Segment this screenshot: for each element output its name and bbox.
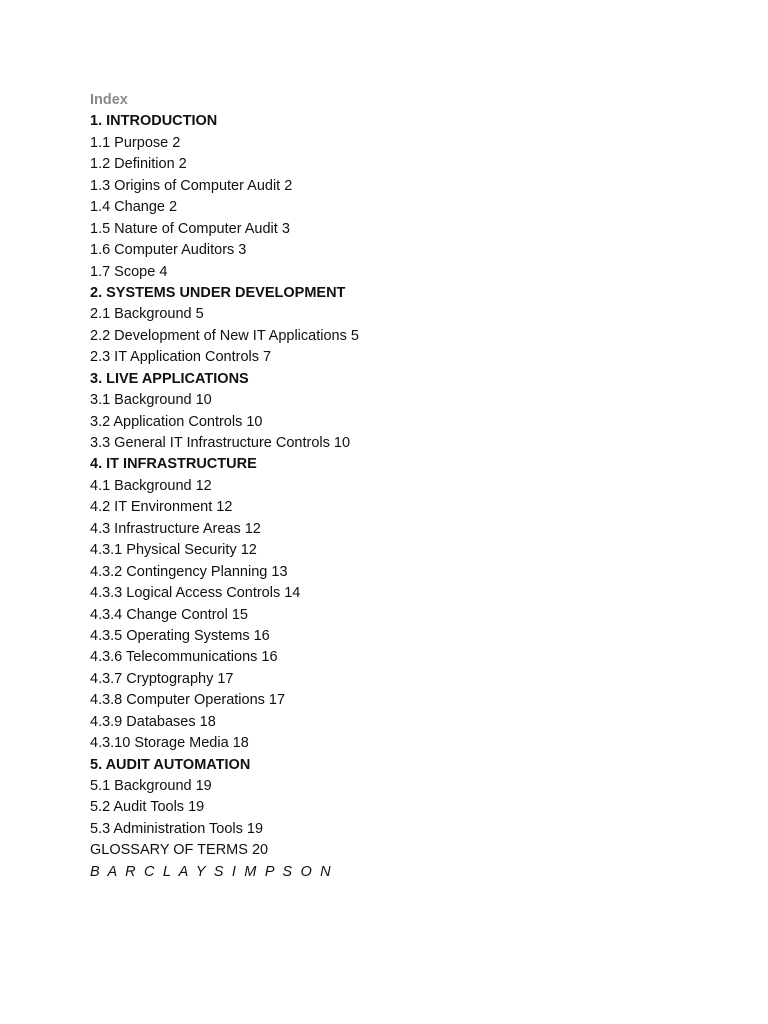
toc-entry: 4.3.1 Physical Security 12: [90, 542, 257, 559]
toc-entry: 1.2 Definition 2: [90, 156, 187, 173]
toc-entry: 5.2 Audit Tools 19: [90, 799, 205, 816]
toc-entry: 4.3.6 Telecommunications 16: [90, 649, 278, 666]
toc-entry: 3.3 General IT Infrastructure Controls 10: [90, 435, 351, 451]
toc-entry: 1.7 Scope 4: [90, 263, 168, 280]
toc-entry: 4.3.9 Databases 18: [90, 713, 216, 730]
toc-entry: 2.2 Development of New IT Applications 5: [90, 327, 359, 344]
toc-section-heading: 2. SYSTEMS UNDER DEVELOPMENT: [90, 284, 346, 301]
toc-entry: 2.1 Background 5: [90, 306, 204, 323]
toc-section-heading: 5. AUDIT AUTOMATION: [90, 756, 251, 773]
toc-entry: 1.6 Computer Auditors 3: [90, 242, 247, 259]
toc-entry: 3.2 Application Controls 10: [90, 413, 263, 430]
toc-entry: 1.5 Nature of Computer Audit 3: [90, 220, 290, 237]
toc-section-heading: 1. INTRODUCTION: [90, 113, 218, 130]
toc-entry: 2.3 IT Application Controls 7: [90, 349, 272, 366]
toc-entry: 4.3.8 Computer Operations 17: [90, 692, 286, 709]
toc-section-heading: 3. LIVE APPLICATIONS: [90, 370, 249, 387]
toc-entry: GLOSSARY OF TERMS 20: [90, 842, 269, 859]
toc-entry: 4.3.4 Change Control 15: [90, 606, 248, 623]
toc-section-heading: 4. IT INFRASTRUCTURE: [90, 456, 257, 473]
toc-entry: 4.3.10 Storage Media 18: [90, 735, 249, 752]
toc-entry: 4.3.7 Cryptography 17: [90, 670, 234, 687]
toc-entry: 4.3.5 Operating Systems 16: [90, 627, 270, 644]
toc-entry: 1.4 Change 2: [90, 199, 178, 216]
toc-entry: 1.3 Origins of Computer Audit 2: [90, 177, 293, 194]
toc-entry: 4.2 IT Environment 12: [90, 499, 233, 516]
footer-company-name: B A R C L A Y S I M P S O N: [90, 863, 333, 880]
toc-entry: 4.3.3 Logical Access Controls 14: [90, 585, 301, 602]
toc-entry: 5.3 Administration Tools 19: [90, 820, 264, 837]
index-heading: Index: [90, 92, 128, 108]
toc-entry: 5.1 Background 19: [90, 778, 212, 794]
document-page: [90, 90, 730, 883]
table-of-contents: [90, 111, 730, 861]
toc-entry: 1.1 Purpose 2: [90, 134, 181, 151]
toc-entry: 4.3.2 Contingency Planning 13: [90, 563, 288, 580]
toc-entry: 4.3 Infrastructure Areas 12: [90, 520, 261, 537]
toc-entry: 3.1 Background 10: [90, 392, 212, 409]
toc-entry: 4.1 Background 12: [90, 477, 212, 494]
